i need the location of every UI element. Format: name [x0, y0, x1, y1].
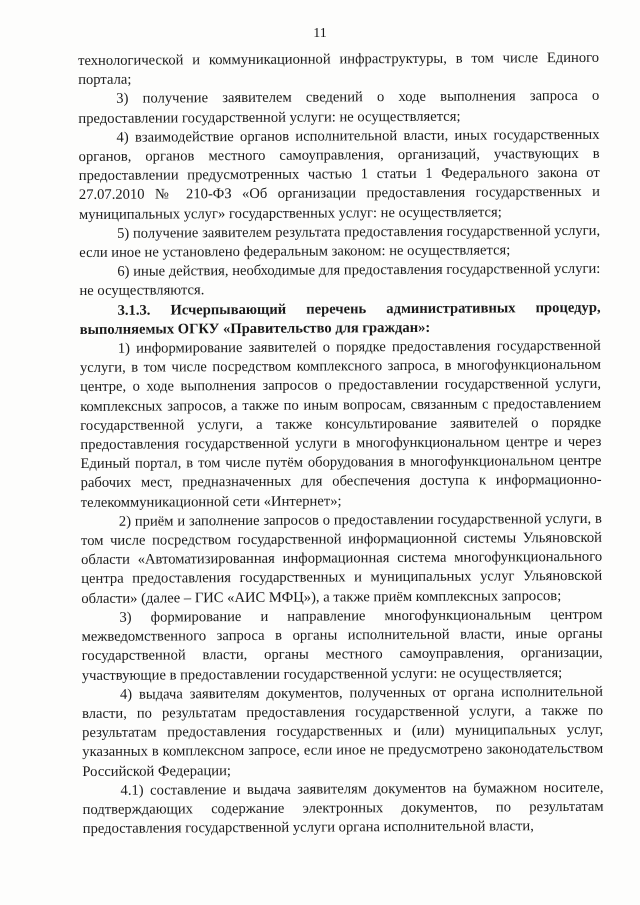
page-number: 11	[313, 26, 327, 41]
paragraph-procedure-4: 4) выдача заявителям документов, полученных от органа исполнительной власти, по результатам предоставления государственной услуги, а также по результатам предоставления государственных и (или) муниципальных услуг, указанных в комплексном запросе, если иное не предусмотрено законодательством Российской Федерации;	[81, 683, 604, 780]
paragraph-procedure-2: 2) приём и заполнение запросов о предоставлении государственной услуги, в том числе посредством государственной информационной системы Ульяновской области «Автоматизированная информационная система многофункционального центра предоставления государственных и муниципальных услуг Ульяновской области» (далее – ГИС «АИС МФЦ»), а также приём комплексных запросов;	[80, 510, 603, 607]
paragraph-procedure-4-1: 4.1) составление и выдача заявителям документов на бумажном носителе, подтверждающих содержание электронных документов, по результатам предоставления государственной услуги органа исполнительной власти,	[82, 779, 604, 838]
paragraph-item-5: 5) получение заявителем результата предоставления государственной услуги, если иное не установлено федеральным законом: не осуществляется;	[79, 222, 601, 262]
document-body	[78, 49, 604, 839]
paragraph-item-6: 6) иные действия, необходимые для предоставления государственной услуги: не осуществляются.	[79, 261, 601, 300]
paragraph-item-4: 4) взаимодействие органов исполнительной власти, иных государственных органов, органов местного самоуправления, организаций, участвующих в предоставлении предусмотренных частью 1 статьи 1 Федерального закона от 27.07.2010 № 210-ФЗ «Об организации предоставления государственных и муниципальных услуг» государственных услуг: не осуществляется;	[78, 126, 600, 223]
paragraph-item-3: 3) получение заявителем сведений о ходе выполнения запроса о предоставлении государственной услуги: не осуществляется;	[78, 88, 600, 127]
paragraph-continuation: технологической и коммуникационной инфраструктуры, в том числе Единого портала;	[78, 49, 600, 89]
paragraph-procedure-1: 1) информирование заявителей о порядке предоставления государственной услуги, в том числе посредством комплексного запроса, в многофункциональном центре, о ходе выполнения запросов о предоставлении государственной услуги, комплексных запросов, а также по иным вопросам, связанным с предоставлением государственной услуги, а также консультирование заявителей о порядке предоставления государственной услуги в многофункциональном центре и через Единый портал, в том числе путём оборудования в многофункциональном центре рабочих мест, предназначенных для обеспечения доступа к информационно-телекоммуникационной сети «Интернет»;	[79, 337, 602, 511]
paragraph-procedure-3: 3) формирование и направление многофункциональным центром межведомственного запроса в органы исполнительной власти, иные органы государственной власти, органы местного самоуправления, организации, участвующие в предоставлении государственной услуги: не осуществляется;	[81, 606, 603, 684]
section-heading-3-1-3: 3.1.3. Исчерпывающий перечень административных процедур, выполняемых ОГКУ «Правительство для граждан»:	[79, 299, 601, 338]
